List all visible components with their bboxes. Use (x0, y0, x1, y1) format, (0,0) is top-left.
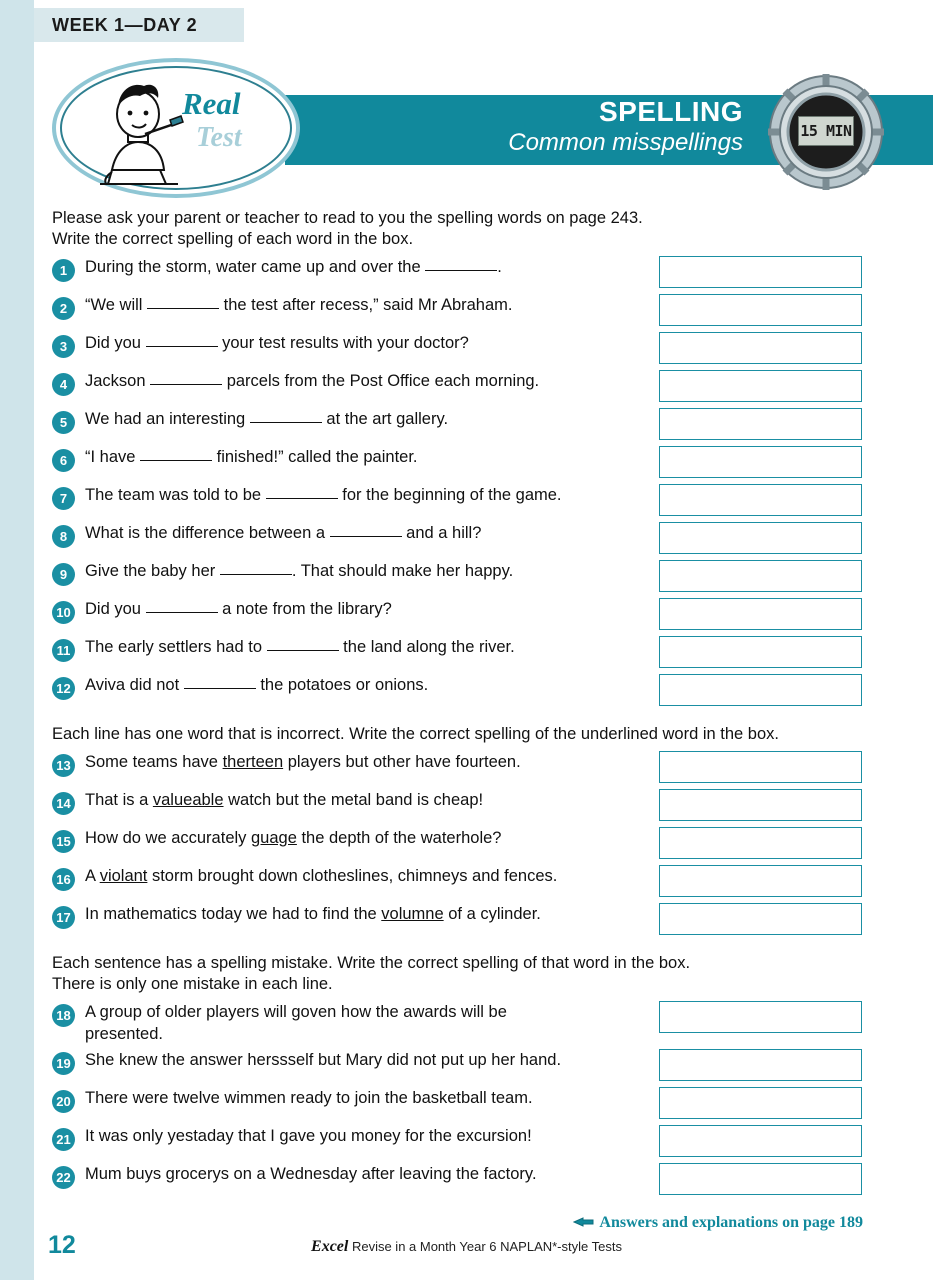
answer-box[interactable] (659, 332, 862, 364)
question-text-post: for the beginning of the game. (337, 486, 562, 504)
student-mascot-illustration (82, 72, 190, 190)
answer-box[interactable] (659, 522, 862, 554)
section-title: SPELLING (598, 96, 743, 127)
question-text-post: of a cylinder. (443, 905, 541, 923)
question-text (75, 522, 635, 544)
answer-box[interactable] (659, 903, 862, 935)
pointing-hand-glyph (573, 1215, 595, 1229)
question-row (52, 256, 862, 294)
answer-box[interactable] (659, 370, 862, 402)
question-text-pre: Aviva did not (85, 676, 184, 694)
section-3-instruction-line1: Each sentence has a spelling mistake. Write the correct spelling of that word in the box. (52, 954, 691, 972)
question-row (52, 598, 862, 636)
question-row (52, 789, 862, 827)
question-text (75, 256, 635, 278)
question-number: 4 (52, 373, 75, 396)
question-number: 20 (52, 1090, 75, 1113)
answer-box[interactable] (659, 560, 862, 592)
question-number: 18 (52, 1004, 75, 1027)
week-day-label: WEEK 1—DAY 2 (52, 14, 198, 35)
question-row (52, 674, 862, 712)
section-1-questions (52, 256, 862, 712)
timer-icon (762, 68, 890, 196)
question-row (52, 636, 862, 674)
question-text-pre: We had an interesting (85, 410, 250, 428)
question-number: 12 (52, 677, 75, 700)
question-row (52, 370, 862, 408)
section-2-questions (52, 751, 862, 941)
question-number: 6 (52, 449, 75, 472)
question-text (75, 560, 635, 582)
question-row (52, 522, 862, 560)
left-decorative-band (0, 0, 34, 1280)
fill-blank (140, 460, 212, 461)
question-text-pre: Give the baby her (85, 562, 220, 580)
question-number: 17 (52, 906, 75, 929)
question-number: 10 (52, 601, 75, 624)
real-test-word-real: Real (182, 86, 241, 121)
question-text-pre: What is the difference between a (85, 524, 330, 542)
question-text: Mum buys grocerys on a Wednesday after leaving the factory. (85, 1165, 537, 1183)
question-text: She knew the answer herssself but Mary did not put up her hand. (85, 1051, 562, 1069)
underlined-word: therteen (222, 753, 284, 771)
question-text-post: your test results with your doctor? (217, 334, 469, 352)
question-text (75, 903, 635, 925)
question-text-pre: “We will (85, 296, 148, 314)
worksheet-content (52, 208, 862, 1201)
answers-reference (573, 1214, 863, 1234)
series-name: Revise in a Month Year 6 NAPLAN*-style Tests (348, 1239, 622, 1254)
question-text: It was only yestaday that I gave you money for the excursion! (85, 1127, 532, 1145)
question-text-pre: How do we accurately (85, 829, 251, 847)
section-2-instruction: Each line has one word that is incorrect. Write the correct spelling of the underlined word in the box. (52, 725, 779, 743)
question-row (52, 1125, 862, 1163)
brand-name: Excel (311, 1238, 349, 1255)
real-test-word-test: Test (196, 122, 242, 153)
question-number: 13 (52, 754, 75, 777)
underlined-word: valueable (152, 791, 224, 809)
section-3-instruction (52, 953, 862, 995)
question-text (75, 446, 635, 468)
answer-box[interactable] (659, 636, 862, 668)
question-text-post: watch but the metal band is cheap! (223, 791, 484, 809)
question-row (52, 751, 862, 789)
answer-box[interactable] (659, 1087, 862, 1119)
section-header-text (323, 96, 743, 158)
question-number: 21 (52, 1128, 75, 1151)
answer-box[interactable] (659, 1001, 862, 1033)
answer-box[interactable] (659, 446, 862, 478)
question-text-post: the land along the river. (338, 638, 515, 656)
timer-display: 15 MIN (798, 116, 854, 146)
footer-series-line (0, 1238, 933, 1256)
question-text: There were twelve wimmen ready to join the basketball team. (85, 1089, 533, 1107)
question-number: 11 (52, 639, 75, 662)
question-text-post: a note from the library? (217, 600, 392, 618)
question-number: 16 (52, 868, 75, 891)
question-number: 8 (52, 525, 75, 548)
fill-blank (330, 536, 402, 537)
main-instruction (52, 208, 862, 250)
question-row (52, 865, 862, 903)
question-text (75, 751, 635, 773)
question-text-post: finished!” called the painter. (212, 448, 418, 466)
fill-blank (267, 650, 339, 651)
question-number: 7 (52, 487, 75, 510)
answer-box[interactable] (659, 827, 862, 859)
fill-blank (184, 688, 256, 689)
answer-box[interactable] (659, 598, 862, 630)
question-text-pre: Did you (85, 600, 146, 618)
question-text-pre: The team was told to be (85, 486, 266, 504)
question-number: 22 (52, 1166, 75, 1189)
question-row (52, 1087, 862, 1125)
fill-blank (425, 270, 497, 271)
question-row (52, 332, 862, 370)
pointing-hand-icon (573, 1215, 595, 1234)
main-instruction-line2: Write the correct spelling of each word in the box. (52, 230, 414, 248)
underlined-word: violant (99, 867, 148, 885)
fill-blank (150, 384, 222, 385)
question-text (75, 789, 635, 811)
question-text-post: at the art gallery. (321, 410, 449, 428)
question-number: 19 (52, 1052, 75, 1075)
question-row (52, 903, 862, 941)
question-text: A group of older players will goven how the awards will be presented. (85, 1003, 507, 1043)
fill-blank (250, 422, 322, 423)
question-row (52, 294, 862, 332)
question-text-pre: Jackson (85, 372, 151, 390)
question-number: 14 (52, 792, 75, 815)
fill-blank (146, 346, 218, 347)
fill-blank (266, 498, 338, 499)
fill-blank (147, 308, 219, 309)
page-number: 12 (48, 1231, 76, 1259)
answer-box[interactable] (659, 484, 862, 516)
section-3-questions (52, 1001, 862, 1201)
question-text-pre: During the storm, water came up and over the (85, 258, 426, 276)
answer-box[interactable] (659, 1049, 862, 1081)
question-number: 3 (52, 335, 75, 358)
question-row (52, 446, 862, 484)
question-text-post: parcels from the Post Office each morning. (222, 372, 540, 390)
main-instruction-line1: Please ask your parent or teacher to read to you the spelling words on page 243. (52, 209, 643, 227)
question-text-pre: That is a (85, 791, 153, 809)
question-text (75, 484, 635, 506)
question-row (52, 560, 862, 598)
question-row (52, 484, 862, 522)
question-row (52, 827, 862, 865)
question-number: 15 (52, 830, 75, 853)
question-text-post: storm brought down clotheslines, chimneys and fences. (147, 867, 558, 885)
answer-box[interactable] (659, 789, 862, 821)
question-number: 9 (52, 563, 75, 586)
question-text (75, 636, 635, 658)
question-text-post: and a hill? (401, 524, 482, 542)
question-text-post: the test after recess,” said Mr Abraham. (219, 296, 513, 314)
week-day-tag (34, 8, 244, 42)
answer-box[interactable] (659, 1163, 862, 1195)
question-number: 5 (52, 411, 75, 434)
question-number: 2 (52, 297, 75, 320)
answers-reference-text: Answers and explanations on page 189 (599, 1214, 863, 1231)
question-text-pre: In mathematics today we had to find the (85, 905, 382, 923)
question-text (75, 408, 635, 430)
question-text-pre: Did you (85, 334, 146, 352)
answer-box[interactable] (659, 751, 862, 783)
question-text (75, 294, 635, 316)
question-row (52, 1049, 862, 1087)
answer-box[interactable] (659, 1125, 862, 1157)
question-text (75, 827, 635, 849)
question-row (52, 408, 862, 446)
question-text-pre: Some teams have (85, 753, 223, 771)
question-text-pre: The early settlers had to (85, 638, 267, 656)
question-text-pre: “I have (85, 448, 141, 466)
answer-box[interactable] (659, 674, 862, 706)
answer-box[interactable] (659, 294, 862, 326)
question-text-post: . That should make her happy. (291, 562, 514, 580)
question-number: 1 (52, 259, 75, 282)
question-text (75, 674, 635, 696)
question-text (75, 865, 635, 887)
question-text-post: the depth of the waterhole? (296, 829, 502, 847)
question-text-pre: A (85, 867, 100, 885)
question-text (75, 598, 635, 620)
question-row (52, 1001, 862, 1049)
answer-box[interactable] (659, 408, 862, 440)
question-row (52, 1163, 862, 1201)
answer-box[interactable] (659, 865, 862, 897)
section-subtitle: Common misspellings (508, 129, 743, 156)
question-text-post: . (497, 258, 502, 276)
question-text-post: players but other have fourteen. (283, 753, 521, 771)
answer-box[interactable] (659, 256, 862, 288)
section-3-instruction-line2: There is only one mistake in each line. (52, 975, 333, 993)
question-text (75, 370, 635, 392)
underlined-word: volumne (381, 905, 444, 923)
page-footer (0, 1210, 933, 1280)
fill-blank (146, 612, 218, 613)
underlined-word: guage (251, 829, 297, 847)
question-text (75, 332, 635, 354)
fill-blank (220, 574, 292, 575)
question-text-post: the potatoes or onions. (255, 676, 429, 694)
